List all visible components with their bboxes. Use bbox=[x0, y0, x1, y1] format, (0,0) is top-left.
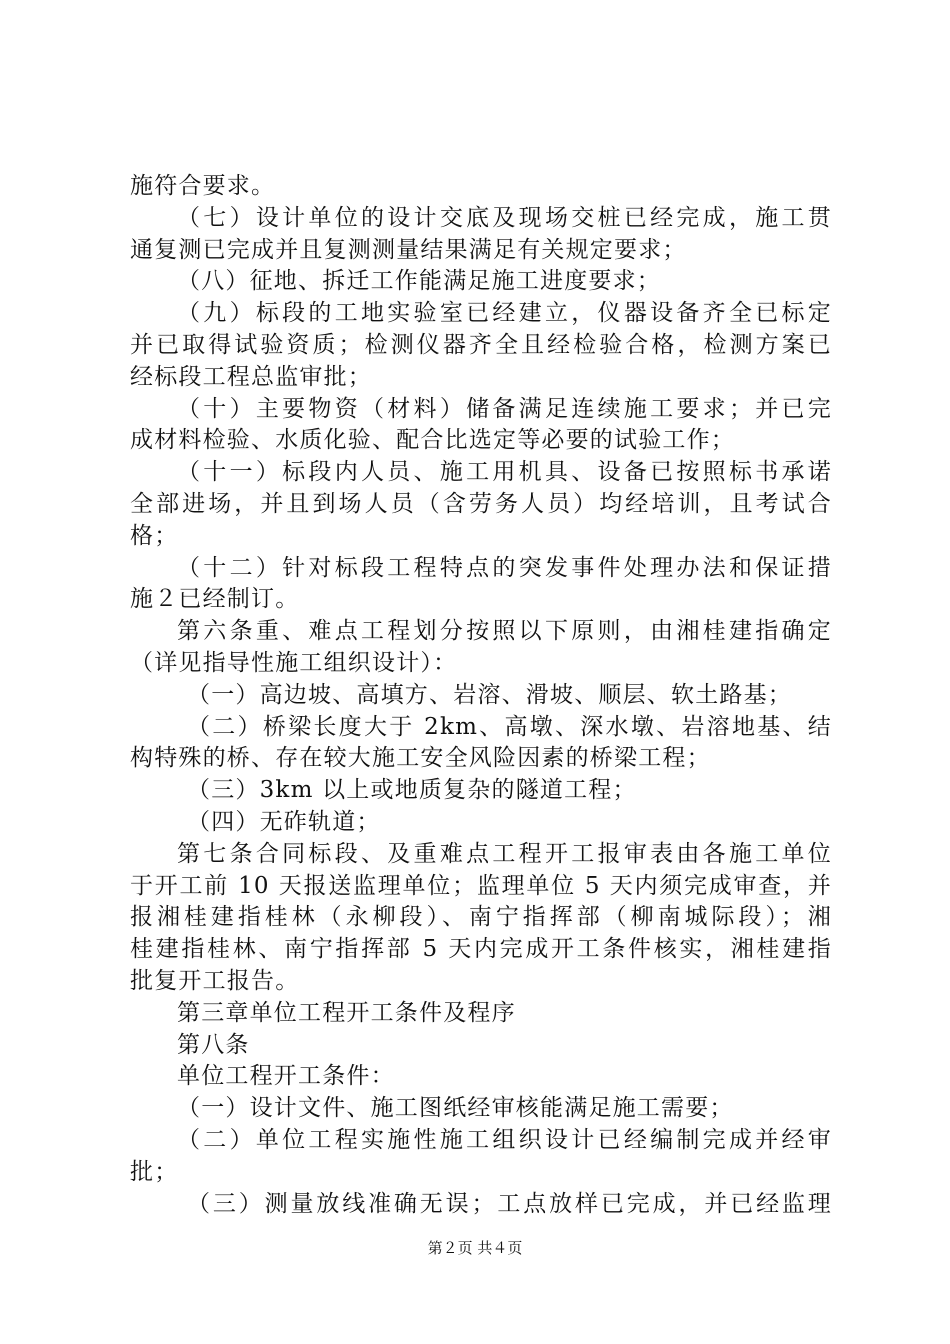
text-line: 第六条重、难点工程划分按照以下原则，由湘桂建指确定 bbox=[177, 618, 832, 645]
text-line: 构特殊的桥、存在较大施工安全风险因素的桥梁工程； bbox=[130, 745, 711, 772]
text-line: 批； bbox=[130, 1158, 179, 1185]
text-line: 于开工前 10 天报送监理单位；监理单位 5 天内须完成审查，并 bbox=[130, 872, 832, 899]
text-line: （一）设计文件、施工图纸经审核能满足施工需要； bbox=[177, 1095, 734, 1122]
text-line: 经标段工程总监审批； bbox=[130, 363, 372, 390]
text-line: （一）高边坡、高填方、岩溶、滑坡、顺层、软土路基； bbox=[187, 681, 792, 708]
text-line: （九）标段的工地实验室已经建立，仪器设备齐全已标定 bbox=[177, 300, 832, 327]
text-line: 批复开工报告。 bbox=[130, 967, 300, 994]
text-line: （二）桥梁长度大于 2km、高墩、深水墩、岩溶地基、结 bbox=[187, 713, 832, 740]
text-line: （详见指导性施工组织设计）： bbox=[130, 649, 458, 676]
chapter-heading: 第三章单位工程开工条件及程序 bbox=[177, 999, 516, 1026]
text-line: 报湘桂建指桂林（永柳段）、南宁指挥部（柳南城际段）；湘 bbox=[130, 904, 832, 931]
text-line: 格； bbox=[130, 522, 179, 549]
text-line: 施２已经制订。 bbox=[130, 586, 300, 613]
text-line: 单位工程开工条件： bbox=[177, 1063, 395, 1090]
text-line: 桂建指桂林、南宁指挥部 5 天内完成开工条件核实，湘桂建指 bbox=[130, 936, 832, 963]
page-footer: 第２页 共４页 bbox=[427, 1239, 523, 1257]
document-body bbox=[130, 171, 832, 1220]
text-line: （十）主要物资（材料）储备满足连续施工要求；并已完 bbox=[177, 395, 832, 422]
text-line: （四）无砟轨道； bbox=[187, 808, 381, 835]
text-line: 并已取得试验资质；检测仪器齐全且经检验合格，检测方案已 bbox=[130, 331, 832, 358]
text-line: （七）设计单位的设计交底及现场交桩已经完成，施工贯 bbox=[177, 204, 832, 231]
text-line: （十一）标段内人员、施工用机具、设备已按照标书承诺 bbox=[177, 459, 832, 486]
text-line: （三）测量放线准确无误；工点放样已完成，并已经监理 bbox=[187, 1190, 832, 1217]
text-line: 第七条合同标段、及重难点工程开工报审表由各施工单位 bbox=[177, 840, 832, 867]
text-line: （八）征地、拆迁工作能满足施工进度要求； bbox=[177, 268, 661, 295]
text-line: 成材料检验、水质化验、配合比选定等必要的试验工作； bbox=[130, 427, 735, 454]
text-line: 通复测已完成并且复测测量结果满足有关规定要求； bbox=[130, 236, 687, 263]
text-line: 全部进场，并且到场人员（含劳务人员）均经培训，且考试合 bbox=[130, 490, 832, 517]
text-line: （二）单位工程实施性施工组织设计已经编制完成并经审 bbox=[177, 1126, 832, 1153]
text-line: 施符合要求。 bbox=[130, 173, 276, 199]
text-line: （十二）针对标段工程特点的突发事件处理办法和保证措 bbox=[177, 554, 832, 581]
article-heading: 第八条 bbox=[177, 1031, 250, 1058]
text-line: （三）3km 以上或地质复杂的隧道工程； bbox=[187, 777, 637, 804]
